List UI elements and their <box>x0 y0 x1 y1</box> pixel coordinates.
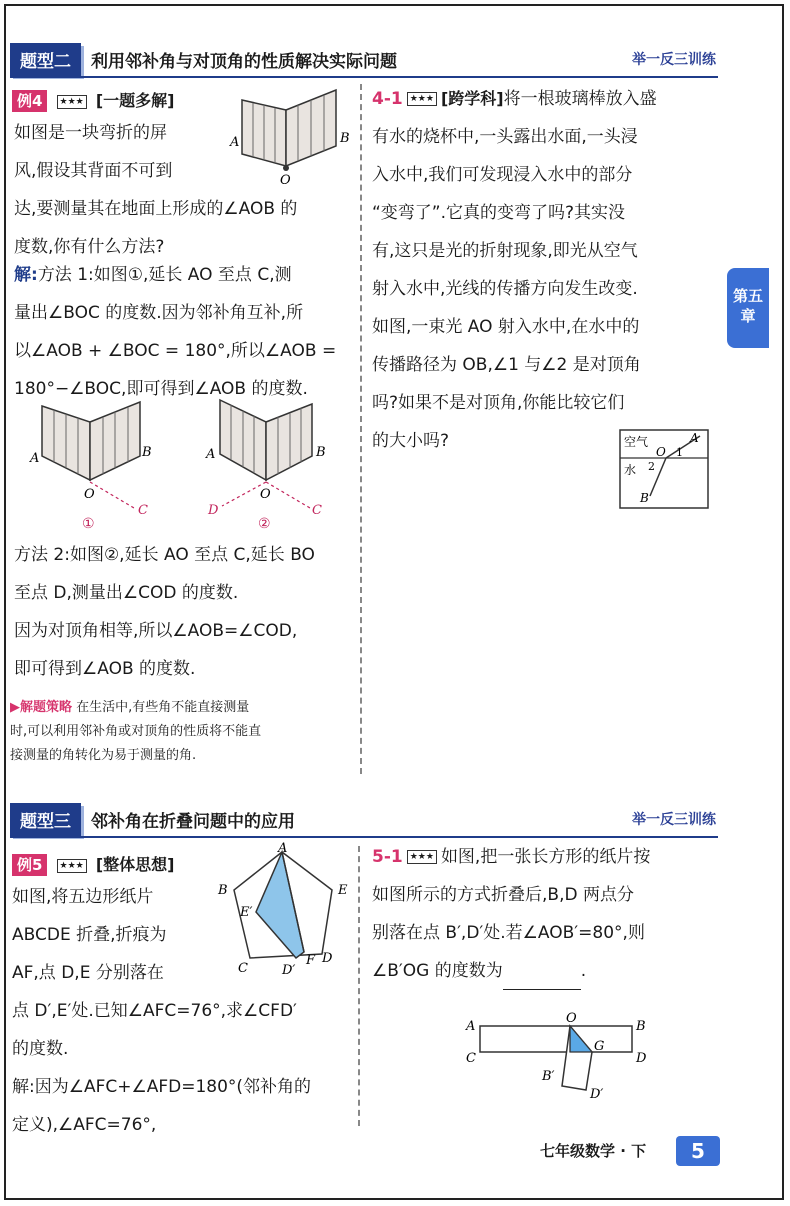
svg-text:D′: D′ <box>590 1087 604 1102</box>
text-line: 有,这只是光的折射现象,即光从空气 <box>372 241 638 261</box>
section-header-3 <box>10 806 716 832</box>
figure-2 <box>200 392 350 532</box>
text-line: 解:因为∠AFC+∠AFD=180°(邻补角的 <box>12 1077 312 1097</box>
text-line: 如图,将五边形纸片 <box>12 887 154 907</box>
svg-text:1: 1 <box>676 446 683 459</box>
chapter-tab[interactable] <box>727 268 769 348</box>
text-line: 别落在点 B′,D′处.若∠AOB′=80°,则 <box>372 923 645 943</box>
problem-bracket: [跨学科] <box>440 89 504 108</box>
difficulty-stars: ★★★ <box>57 859 87 873</box>
screen-figure <box>228 82 358 188</box>
text-line: 入水中,我们可发现浸入水中的部分 <box>372 165 633 185</box>
svg-text:E′: E′ <box>240 905 253 920</box>
text-line: ABCDE 折叠,折痕为 <box>12 925 167 945</box>
text-line: “变弯了”.它真的变弯了吗?其实没 <box>372 203 626 223</box>
text-line: ∠B′OG 的度数为 <box>372 961 503 981</box>
page-number: 5 <box>676 1136 720 1166</box>
example-tag: 例4 <box>12 90 47 112</box>
svg-text:B: B <box>316 445 326 460</box>
svg-text:D: D <box>322 951 333 966</box>
example-bracket: [一题多解] <box>95 91 175 110</box>
text-line: 的度数. <box>12 1039 69 1059</box>
text-line: 定义),∠AFC=76°, <box>12 1115 157 1135</box>
section-right-label: 举一反三训练 <box>632 812 716 828</box>
folded-rectangle-figure <box>458 1006 658 1110</box>
svg-text:F: F <box>306 953 316 968</box>
pentagon-figure <box>210 842 358 978</box>
text-line: 如图是一块弯折的屏 <box>14 123 167 143</box>
problem-4-1 <box>372 80 717 460</box>
difficulty-stars: ★★★ <box>407 92 437 106</box>
column-divider <box>360 84 362 774</box>
strategy-box <box>10 696 350 768</box>
figure-1 <box>28 392 178 532</box>
svg-text:A: A <box>278 842 288 856</box>
svg-text:B′: B′ <box>542 1069 555 1084</box>
text-line: 量出∠BOC 的度数.因为邻补角互补,所 <box>14 303 304 323</box>
section-title: 邻补角在折叠问题中的应用 <box>91 811 295 832</box>
text-line: 的大小吗? <box>372 431 450 451</box>
point-label-o: O <box>280 173 291 188</box>
svg-text:E: E <box>338 883 348 898</box>
text-line: 射入水中,光线的传播方向发生改变. <box>372 279 638 299</box>
section-title: 利用邻补角与对顶角的性质解决实际问题 <box>91 51 397 72</box>
text-line: 至点 D,测量出∠COD 的度数. <box>14 583 239 603</box>
example-4-solution <box>14 256 359 408</box>
svg-text:C: C <box>312 503 322 518</box>
difficulty-stars: ★★★ <box>407 850 437 864</box>
text-line: 达,要测量其在地面上形成的∠AOB 的 <box>14 199 298 219</box>
figure-caption-1: ① <box>82 516 95 532</box>
refraction-figure <box>614 426 714 512</box>
text-line: 在生活中,有些角不能直接测量 <box>76 700 250 715</box>
problem-number: 5-1 <box>372 847 403 867</box>
text-line: 接测量的角转化为易于测量的角. <box>10 748 197 763</box>
point-label-b: B <box>340 131 350 146</box>
problem-5-1 <box>372 838 717 990</box>
text-line: 时,可以利用邻补角或对顶角的性质将不能直 <box>10 724 262 739</box>
text-line: 有水的烧杯中,一头露出水面,一头浸 <box>372 127 638 147</box>
chapter-tab-line: 第五 <box>732 287 763 305</box>
svg-text:A: A <box>690 431 699 445</box>
water-label: 水 <box>624 463 637 477</box>
solution-label: 解: <box>14 265 38 285</box>
text-line: 即可得到∠AOB 的度数. <box>14 659 196 679</box>
svg-text:G: G <box>594 1039 605 1054</box>
text-line: 传播路径为 OB,∠1 与∠2 是对顶角 <box>372 355 641 375</box>
svg-text:A: A <box>206 447 216 462</box>
text-line: 以∠AOB + ∠BOC = 180°,所以∠AOB = <box>14 341 337 361</box>
svg-text:O: O <box>566 1011 577 1026</box>
air-label: 空气 <box>624 435 649 449</box>
footer-text: 七年级数学 · 下 <box>540 1142 647 1160</box>
svg-text:B: B <box>142 445 152 460</box>
section-divider <box>10 76 718 78</box>
text-line: . <box>580 961 587 981</box>
svg-text:C: C <box>138 503 148 518</box>
figure-caption-2: ② <box>258 516 271 532</box>
text-line: 吗?如果不是对顶角,你能比较它们 <box>372 393 625 413</box>
section-right-label: 举一反三训练 <box>632 52 716 68</box>
example-4-method-2 <box>14 536 359 688</box>
section-tag: 题型三 <box>10 803 81 836</box>
text-line: 度数,你有什么方法? <box>14 237 165 257</box>
text-line: 因为对顶角相等,所以∠AOB=∠COD, <box>14 621 298 641</box>
section-header-2 <box>10 46 716 72</box>
text-line: 点 D′,E′处.已知∠AFC=76°,求∠CFD′ <box>12 1001 297 1021</box>
example-4-header <box>12 88 174 112</box>
text-line: 如图,把一张长方形的纸片按 <box>440 847 651 867</box>
strategy-label: ▶解题策略 <box>10 700 72 715</box>
example-tag: 例5 <box>12 854 47 876</box>
svg-text:B: B <box>636 1019 646 1034</box>
svg-text:2: 2 <box>648 460 655 473</box>
text-line: 如图所示的方式折叠后,B,D 两点分 <box>372 885 634 905</box>
text-line: 如图,一束光 AO 射入水中,在水中的 <box>372 317 640 337</box>
svg-text:D: D <box>636 1051 647 1066</box>
svg-text:D: D <box>208 503 219 518</box>
svg-text:O: O <box>260 487 271 502</box>
svg-text:D′: D′ <box>282 963 296 978</box>
svg-text:A: A <box>30 451 40 466</box>
column-divider <box>358 846 360 1126</box>
section-tag: 题型二 <box>10 43 81 76</box>
svg-text:A: A <box>466 1019 476 1034</box>
svg-text:O: O <box>84 487 95 502</box>
text-line: 将一根玻璃棒放入盛 <box>503 89 657 109</box>
point-label-a: A <box>230 135 240 150</box>
text-line: 风,假设其背面不可到 <box>14 161 173 181</box>
text-line: 方法 1:如图①,延长 AO 至点 C,测 <box>37 265 292 285</box>
text-line: 180°−∠BOC,即可得到∠AOB 的度数. <box>14 379 308 399</box>
svg-text:B: B <box>640 491 649 505</box>
svg-text:O: O <box>656 445 666 459</box>
chapter-tab-line: 章 <box>740 307 756 325</box>
svg-text:C: C <box>466 1051 476 1066</box>
svg-text:C: C <box>238 961 248 976</box>
difficulty-stars: ★★★ <box>57 95 87 109</box>
svg-text:B: B <box>218 883 228 898</box>
example-bracket: [整体思想] <box>95 855 175 874</box>
text-line: 方法 2:如图②,延长 AO 至点 C,延长 BO <box>14 545 315 565</box>
text-line: AF,点 D,E 分别落在 <box>12 963 164 983</box>
answer-blank[interactable] <box>503 969 581 990</box>
problem-number: 4-1 <box>372 89 403 109</box>
example-5-header <box>12 852 174 876</box>
